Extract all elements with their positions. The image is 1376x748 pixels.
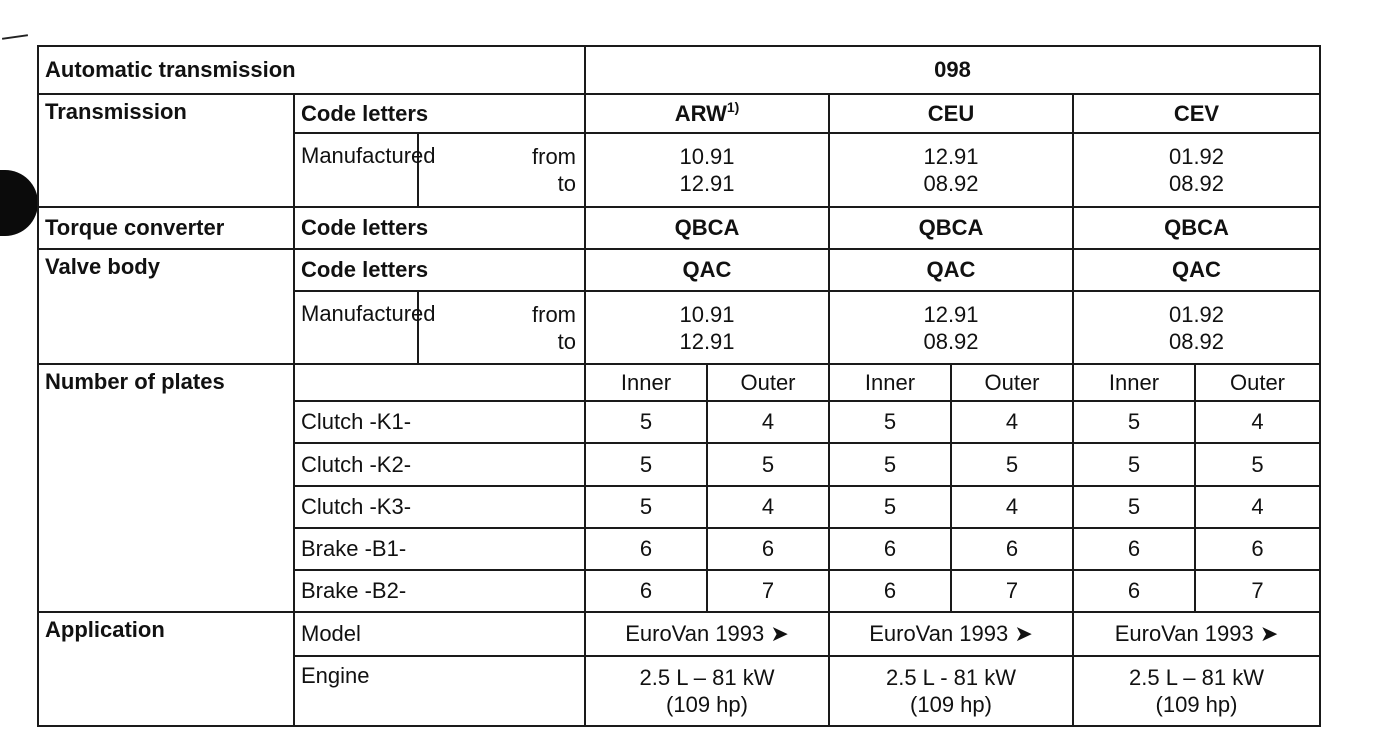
engine-spec xyxy=(1073,656,1320,726)
application-model: EuroVan 1993 ➤ xyxy=(585,612,829,656)
torque-converter-code: QBCA xyxy=(585,207,829,249)
date-to: 08.92 xyxy=(923,171,979,197)
plate-count: 5 xyxy=(707,443,829,485)
table-title: Automatic transmission xyxy=(38,46,585,94)
section-torque-converter: Torque converter xyxy=(38,207,294,249)
plate-count: 5 xyxy=(829,443,951,485)
date-from: 10.91 xyxy=(679,144,735,170)
outer-header: Outer xyxy=(1195,364,1320,401)
date-to: 08.92 xyxy=(923,328,979,354)
from-to-labels xyxy=(418,133,585,207)
model-label: Model xyxy=(294,612,585,656)
blank-cell xyxy=(294,364,585,401)
plate-count: 5 xyxy=(829,401,951,443)
plate-count: 7 xyxy=(1195,570,1320,612)
engine-hp: (109 hp) xyxy=(666,691,748,717)
to-label: to xyxy=(557,171,576,197)
outer-header: Outer xyxy=(707,364,829,401)
plate-count: 4 xyxy=(707,486,829,528)
plate-count: 6 xyxy=(1073,570,1195,612)
transmission-code: CEV xyxy=(1073,94,1320,133)
plate-name: Clutch -K3- xyxy=(294,486,585,528)
date-from: 10.91 xyxy=(679,301,735,327)
engine-label: Engine xyxy=(294,656,585,726)
plate-count: 5 xyxy=(951,443,1073,485)
code-letters-label: Code letters xyxy=(294,249,585,291)
manufactured-dates xyxy=(829,291,1073,364)
application-model: EuroVan 1993 ➤ xyxy=(1073,612,1320,656)
torque-converter-code: QBCA xyxy=(829,207,1073,249)
plate-count: 5 xyxy=(1073,443,1195,485)
plate-name: Brake -B1- xyxy=(294,528,585,570)
plate-count: 5 xyxy=(829,486,951,528)
engine-hp: (109 hp) xyxy=(910,691,992,717)
outer-header: Outer xyxy=(951,364,1073,401)
manufactured-label: Manufactured xyxy=(294,291,418,364)
plate-count: 5 xyxy=(1195,443,1320,485)
plate-name: Clutch -K2- xyxy=(294,443,585,485)
application-model: EuroVan 1993 ➤ xyxy=(829,612,1073,656)
plates-header-row xyxy=(38,364,1320,401)
engine-power: 2.5 L – 81 kW xyxy=(639,664,775,690)
code-letters-label: Code letters xyxy=(294,207,585,249)
plate-count: 5 xyxy=(585,401,707,443)
plate-count: 6 xyxy=(1195,528,1320,570)
plate-count: 6 xyxy=(585,528,707,570)
footnote-marker: 1) xyxy=(726,98,740,115)
date-from: 01.92 xyxy=(1168,301,1225,327)
from-to-labels xyxy=(418,291,585,364)
engine-power: 2.5 L – 81 kW xyxy=(1129,664,1264,690)
section-transmission: Transmission xyxy=(38,94,294,207)
transmission-spec-table xyxy=(37,45,1321,727)
from-label: from xyxy=(532,144,576,170)
section-valve-body: Valve body xyxy=(38,249,294,364)
torque-converter-code: QBCA xyxy=(1073,207,1320,249)
valve-body-code: QAC xyxy=(585,249,829,291)
date-to: 12.91 xyxy=(679,328,735,354)
manufactured-dates xyxy=(1073,133,1320,207)
transmission-model: 098 xyxy=(585,46,1320,94)
application-model-row xyxy=(38,612,1320,656)
plate-count: 6 xyxy=(829,528,951,570)
date-from: 01.92 xyxy=(1168,144,1225,170)
plate-count: 4 xyxy=(1195,486,1320,528)
plate-count: 5 xyxy=(1073,401,1195,443)
manufactured-dates xyxy=(1073,291,1320,364)
plate-count: 4 xyxy=(707,401,829,443)
code-letters-label: Code letters xyxy=(294,94,585,133)
date-from: 12.91 xyxy=(923,301,979,327)
date-to: 08.92 xyxy=(1168,328,1225,354)
transmission-code-row xyxy=(38,94,1320,133)
scan-punch-hole-mark xyxy=(0,170,38,236)
inner-header: Inner xyxy=(1073,364,1195,401)
to-label: to xyxy=(557,328,576,354)
section-number-of-plates: Number of plates xyxy=(38,364,294,611)
engine-spec xyxy=(829,656,1073,726)
valve-body-code: QAC xyxy=(829,249,1073,291)
scan-corner-mark xyxy=(2,34,28,40)
plate-count: 6 xyxy=(951,528,1073,570)
plate-name: Brake -B2- xyxy=(294,570,585,612)
inner-header: Inner xyxy=(585,364,707,401)
header-row xyxy=(38,46,1320,94)
plate-count: 4 xyxy=(951,486,1073,528)
plate-count: 4 xyxy=(1195,401,1320,443)
transmission-code-cell xyxy=(585,94,829,133)
plate-name: Clutch -K1- xyxy=(294,401,585,443)
plate-count: 5 xyxy=(585,443,707,485)
plate-count: 6 xyxy=(829,570,951,612)
transmission-code: CEU xyxy=(829,94,1073,133)
manufactured-label: Manufactured xyxy=(294,133,418,207)
plate-count: 4 xyxy=(951,401,1073,443)
torque-converter-row xyxy=(38,207,1320,249)
plate-count: 7 xyxy=(707,570,829,612)
plate-count: 5 xyxy=(1073,486,1195,528)
valve-body-code: QAC xyxy=(1073,249,1320,291)
manufactured-dates xyxy=(585,133,829,207)
valve-body-code-row xyxy=(38,249,1320,291)
date-to: 12.91 xyxy=(679,171,735,197)
engine-spec xyxy=(585,656,829,726)
plate-count: 6 xyxy=(585,570,707,612)
plate-count: 6 xyxy=(707,528,829,570)
engine-power: 2.5 L - 81 kW xyxy=(885,664,1016,690)
date-to: 08.92 xyxy=(1168,171,1225,197)
plate-count: 5 xyxy=(585,486,707,528)
plate-count: 7 xyxy=(951,570,1073,612)
date-from: 12.91 xyxy=(923,144,979,170)
manufactured-dates xyxy=(585,291,829,364)
inner-header: Inner xyxy=(829,364,951,401)
plate-count: 6 xyxy=(1073,528,1195,570)
from-label: from xyxy=(532,301,576,327)
transmission-code: ARW xyxy=(674,100,727,126)
section-application: Application xyxy=(38,612,294,726)
engine-hp: (109 hp) xyxy=(1155,691,1238,717)
manufactured-dates xyxy=(829,133,1073,207)
